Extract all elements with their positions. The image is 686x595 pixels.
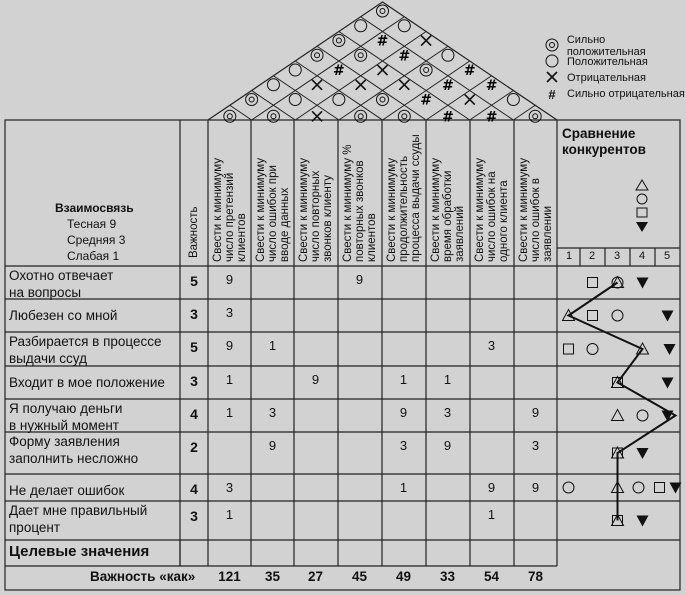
relationship-value: 1 bbox=[443, 372, 452, 387]
relationship-weak: Слабая 1 bbox=[67, 249, 120, 263]
total-value: 45 bbox=[351, 569, 368, 584]
requirement-text: Разбирается в процессе выдачи ссуд bbox=[9, 334, 162, 366]
relationship-value: 1 bbox=[225, 507, 234, 522]
totals-label: Важность «как» bbox=[90, 569, 196, 584]
hash-icon: # bbox=[398, 48, 411, 65]
relationship-value: 3 bbox=[225, 480, 234, 495]
scale-5: 5 bbox=[663, 250, 671, 262]
double-circle-icon bbox=[333, 35, 345, 47]
relationship-value: 3 bbox=[487, 338, 496, 353]
filled-triangle-icon bbox=[664, 344, 676, 355]
importance-value: 5 bbox=[190, 339, 198, 355]
double-circle-icon bbox=[246, 94, 258, 106]
relationship-value: 3 bbox=[225, 305, 234, 320]
total-value: 27 bbox=[307, 569, 324, 584]
total-value: 35 bbox=[264, 569, 281, 584]
total-value: 33 bbox=[439, 569, 456, 584]
relationship-value: 1 bbox=[487, 507, 496, 522]
hash-icon: # bbox=[485, 77, 498, 94]
circle-icon bbox=[267, 79, 279, 91]
circle-icon bbox=[563, 482, 574, 493]
relationship-value: 1 bbox=[268, 338, 277, 353]
competitor-key bbox=[634, 178, 650, 238]
filled-triangle-icon bbox=[637, 516, 649, 527]
relationship-key bbox=[55, 200, 134, 264]
cross-icon bbox=[378, 65, 388, 75]
circle-icon bbox=[633, 482, 644, 493]
scale-4: 4 bbox=[638, 250, 646, 262]
cross-icon bbox=[356, 80, 366, 90]
targets-label: Целевые значения bbox=[9, 543, 150, 560]
relationship-value: 9 bbox=[355, 272, 364, 287]
filled-triangle-icon bbox=[637, 278, 649, 289]
double-circle-icon bbox=[311, 49, 323, 61]
competitor-title: Сравнение конкурентов bbox=[562, 126, 646, 157]
double-circle-icon bbox=[377, 5, 389, 17]
requirement-text: Любезен со мной bbox=[9, 308, 118, 323]
relationship-value: 9 bbox=[399, 405, 408, 420]
circle-icon bbox=[587, 344, 598, 355]
competitor-symbols bbox=[563, 277, 682, 527]
circle-icon bbox=[507, 94, 519, 106]
hash-icon: # bbox=[420, 92, 432, 109]
square-icon bbox=[588, 311, 598, 321]
triangle-icon bbox=[612, 410, 624, 421]
square-icon bbox=[588, 278, 598, 288]
column-header-7: Свести к минимуму число ошибок на одного клиента bbox=[474, 157, 510, 262]
legend-item-strong-positive: Сильно положительная bbox=[543, 38, 686, 54]
legend bbox=[543, 34, 686, 102]
relationship-value: 3 bbox=[268, 405, 277, 420]
legend-item-negative: Отрицательная bbox=[543, 70, 686, 86]
requirement-text: Форму заявления заполнить несложно bbox=[9, 434, 139, 466]
importance-value: 2 bbox=[190, 439, 198, 455]
roof-symbols bbox=[224, 5, 541, 125]
relationship-value: 9 bbox=[311, 372, 320, 387]
importance-value: 4 bbox=[190, 481, 198, 497]
column-header-2: Свести к минимуму число ошибок при вводе данных bbox=[255, 157, 291, 262]
total-value: 54 bbox=[483, 569, 500, 584]
hash-icon: # bbox=[463, 63, 476, 80]
circle-icon bbox=[289, 94, 301, 106]
square-icon bbox=[637, 208, 647, 217]
double-circle-icon bbox=[543, 38, 561, 55]
relationship-value: 3 bbox=[443, 405, 452, 420]
requirement-text: Входит в мое положение bbox=[9, 375, 165, 390]
relationship-medium: Средняя 3 bbox=[67, 233, 126, 247]
circle-icon bbox=[355, 20, 367, 32]
total-value: 78 bbox=[527, 569, 544, 584]
hash-icon: # bbox=[548, 86, 556, 102]
importance-value: 5 bbox=[190, 273, 198, 289]
relationship-value: 1 bbox=[399, 480, 408, 495]
circle-icon bbox=[637, 410, 648, 421]
relationship-value: 9 bbox=[225, 338, 234, 353]
column-header-5: Свести к минимуму продолжительность процесса выдачи ссуды bbox=[386, 134, 422, 262]
total-value: 121 bbox=[218, 569, 241, 584]
relationship-value: 9 bbox=[531, 405, 540, 420]
circle-icon bbox=[637, 194, 647, 204]
relationship-title: Взаимосвязь bbox=[55, 201, 134, 215]
requirement-text: Охотно отвечает на вопросы bbox=[9, 268, 114, 300]
relationship-value: 1 bbox=[225, 405, 234, 420]
scale-3: 3 bbox=[613, 250, 621, 262]
hash-icon: # bbox=[485, 109, 498, 126]
cross-icon bbox=[399, 80, 409, 90]
column-header-8: Свести к минимуму число ошибок в заявлении bbox=[518, 157, 554, 262]
importance-value: 3 bbox=[190, 306, 198, 322]
cross-icon bbox=[465, 95, 475, 105]
requirement-text: Не делает ошибок bbox=[9, 483, 125, 498]
relationship-value: 9 bbox=[487, 480, 496, 495]
column-header-6: Свести к минимуму время обработки заявлений bbox=[430, 157, 466, 262]
column-header-3: Свести к минимуму число повторных звонков клиенту bbox=[298, 157, 334, 262]
importance-value: 4 bbox=[190, 406, 198, 422]
filled-triangle-icon bbox=[636, 222, 648, 232]
circle-icon bbox=[289, 64, 301, 76]
relationship-value: 9 bbox=[443, 438, 452, 453]
relationship-value: 9 bbox=[531, 480, 540, 495]
importance-value: 3 bbox=[190, 508, 198, 524]
filled-triangle-icon bbox=[662, 378, 674, 389]
circle-icon bbox=[543, 54, 561, 71]
square-icon bbox=[564, 344, 574, 354]
cross-icon bbox=[312, 80, 322, 90]
legend-item-positive: Положительная bbox=[543, 54, 686, 70]
triangle-icon bbox=[636, 180, 648, 190]
importance-value: 3 bbox=[190, 373, 198, 389]
total-value: 49 bbox=[395, 569, 412, 584]
cross-icon bbox=[543, 70, 561, 87]
requirement-text: Дает мне правильный процент bbox=[9, 503, 148, 535]
column-header-4: Свести к минимуму % повторных звонков клиентов bbox=[342, 144, 378, 262]
relationship-value: 1 bbox=[399, 372, 408, 387]
relationship-value: 1 bbox=[225, 372, 234, 387]
circle-icon bbox=[612, 310, 623, 321]
hash-icon: # bbox=[376, 33, 389, 50]
relationship-value: 3 bbox=[399, 438, 408, 453]
legend-item-strong-negative: # Сильно отрицательная bbox=[543, 86, 686, 102]
scale-1: 1 bbox=[565, 250, 573, 262]
hash-icon: # bbox=[442, 77, 454, 94]
hash-icon: # bbox=[333, 63, 345, 80]
relationship-value: 3 bbox=[531, 438, 540, 453]
circle-icon bbox=[442, 49, 454, 61]
relationship-value: 9 bbox=[225, 272, 234, 287]
cross-icon bbox=[421, 36, 431, 46]
double-circle-icon bbox=[355, 49, 367, 61]
double-circle-icon bbox=[420, 64, 432, 76]
scale-2: 2 bbox=[588, 250, 596, 262]
double-circle-icon bbox=[377, 94, 389, 106]
hash-icon: # bbox=[442, 109, 454, 126]
filled-triangle-icon bbox=[662, 311, 674, 322]
relationship-strong: Тесная 9 bbox=[67, 217, 117, 231]
requirement-text: Я получаю деньги в нужный момент bbox=[9, 401, 123, 433]
importance-header: Важность bbox=[188, 206, 200, 258]
circle-icon bbox=[333, 94, 345, 106]
circle-icon bbox=[398, 20, 410, 32]
square-icon bbox=[655, 483, 665, 493]
column-header-1: Свести к минимуму число претензий клиентов bbox=[212, 157, 248, 262]
filled-triangle-icon bbox=[637, 448, 649, 459]
relationship-value: 9 bbox=[268, 438, 277, 453]
